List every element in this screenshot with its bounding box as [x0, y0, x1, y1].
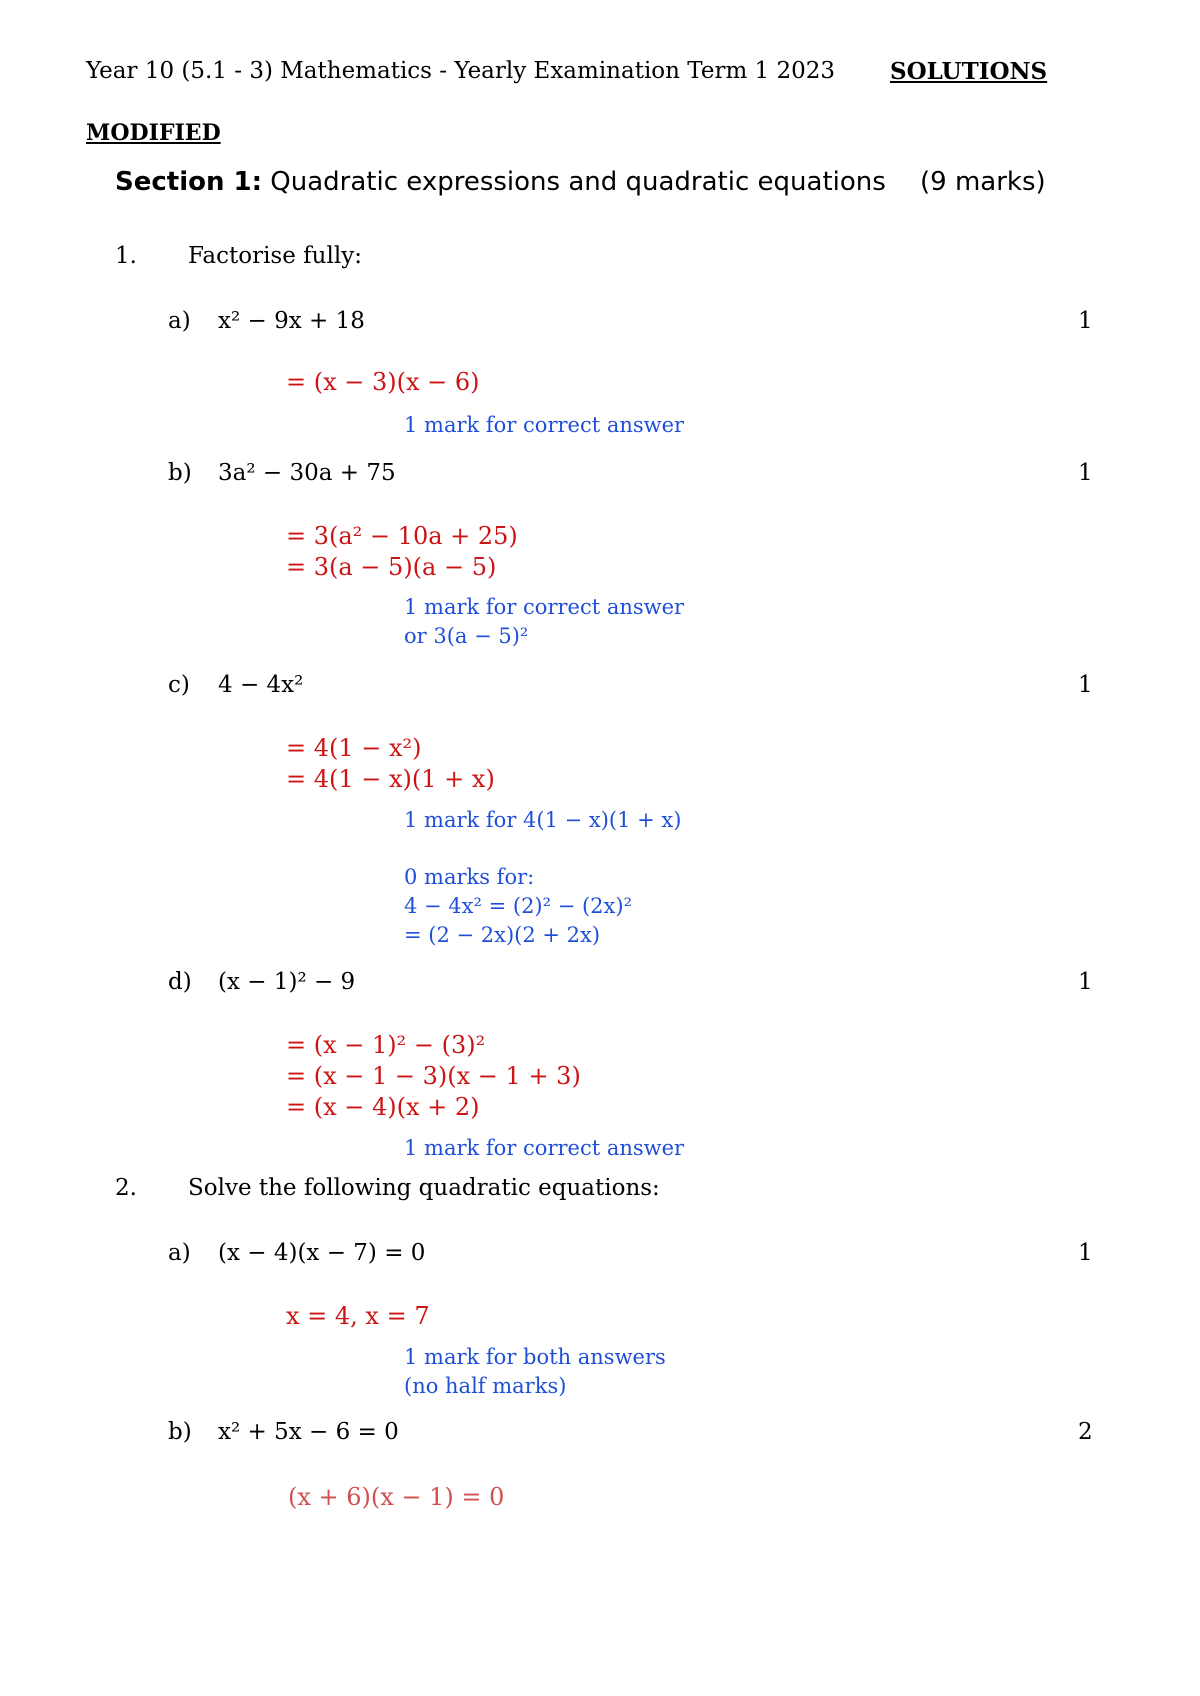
solutions-heading: SOLUTIONS — [890, 58, 1048, 85]
marking-note: 1 mark for 4(1 − x)(1 + x) — [404, 808, 682, 832]
part-marks: 1 — [1078, 672, 1093, 698]
marking-note: 1 mark for correct answer — [404, 1136, 685, 1160]
question-number: 1. — [115, 243, 137, 269]
answer-working-line: = 4(1 − x)(1 + x) — [286, 765, 495, 793]
part-letter: a) — [168, 308, 191, 334]
section-marks: (9 marks) — [920, 167, 1046, 197]
section-heading — [115, 167, 886, 197]
answer-working-line: = (x − 1)² − (3)² — [286, 1031, 486, 1059]
modified-heading: MODIFIED — [86, 120, 221, 146]
section-label: Section 1: — [115, 167, 263, 197]
part-letter: b) — [168, 1419, 192, 1445]
marking-note: 4 − 4x² = (2)² − (2x)² — [404, 894, 632, 918]
question-number: 2. — [115, 1175, 137, 1201]
marking-note: or 3(a − 5)² — [404, 624, 529, 648]
answer-working-line: (x + 6)(x − 1) = 0 — [288, 1483, 505, 1511]
question-text: Solve the following quadratic equations: — [188, 1175, 660, 1201]
part-expression: (x − 1)² − 9 — [218, 969, 356, 995]
marking-note: = (2 − 2x)(2 + 2x) — [404, 923, 601, 947]
answer-working-line: = 3(a² − 10a + 25) — [286, 522, 518, 550]
marking-note: (no half marks) — [404, 1374, 567, 1398]
part-marks: 1 — [1078, 1240, 1093, 1266]
answer-working-line: = (x − 3)(x − 6) — [286, 368, 480, 396]
part-letter: d) — [168, 969, 192, 995]
marking-note: 1 mark for correct answer — [404, 413, 685, 437]
marking-note: 1 mark for correct answer — [404, 595, 685, 619]
answer-working-line: = (x − 4)(x + 2) — [286, 1093, 480, 1121]
answer-working-line: = 4(1 − x²) — [286, 734, 422, 762]
section-name: Quadratic expressions and quadratic equations — [270, 167, 886, 197]
part-letter: c) — [168, 672, 190, 698]
exam-title: Year 10 (5.1 - 3) Mathematics - Yearly Examination Term 1 2023 — [86, 58, 836, 84]
part-expression: x² − 9x + 18 — [218, 308, 365, 334]
answer-working-line: = 3(a − 5)(a − 5) — [286, 553, 497, 581]
question-text: Factorise fully: — [188, 243, 362, 269]
marking-note: 1 mark for both answers — [404, 1345, 666, 1369]
marking-note: 0 marks for: — [404, 865, 535, 889]
part-letter: a) — [168, 1240, 191, 1266]
answer-working-line: = (x − 1 − 3)(x − 1 + 3) — [286, 1062, 581, 1090]
part-expression: 3a² − 30a + 75 — [218, 460, 396, 486]
part-marks: 1 — [1078, 308, 1093, 334]
answer-working-line: x = 4, x = 7 — [286, 1302, 430, 1330]
part-expression: x² + 5x − 6 = 0 — [218, 1419, 399, 1445]
part-expression: (x − 4)(x − 7) = 0 — [218, 1240, 426, 1266]
part-marks: 1 — [1078, 969, 1093, 995]
part-marks: 2 — [1078, 1419, 1093, 1445]
part-letter: b) — [168, 460, 192, 486]
part-marks: 1 — [1078, 460, 1093, 486]
part-expression: 4 − 4x² — [218, 672, 304, 698]
